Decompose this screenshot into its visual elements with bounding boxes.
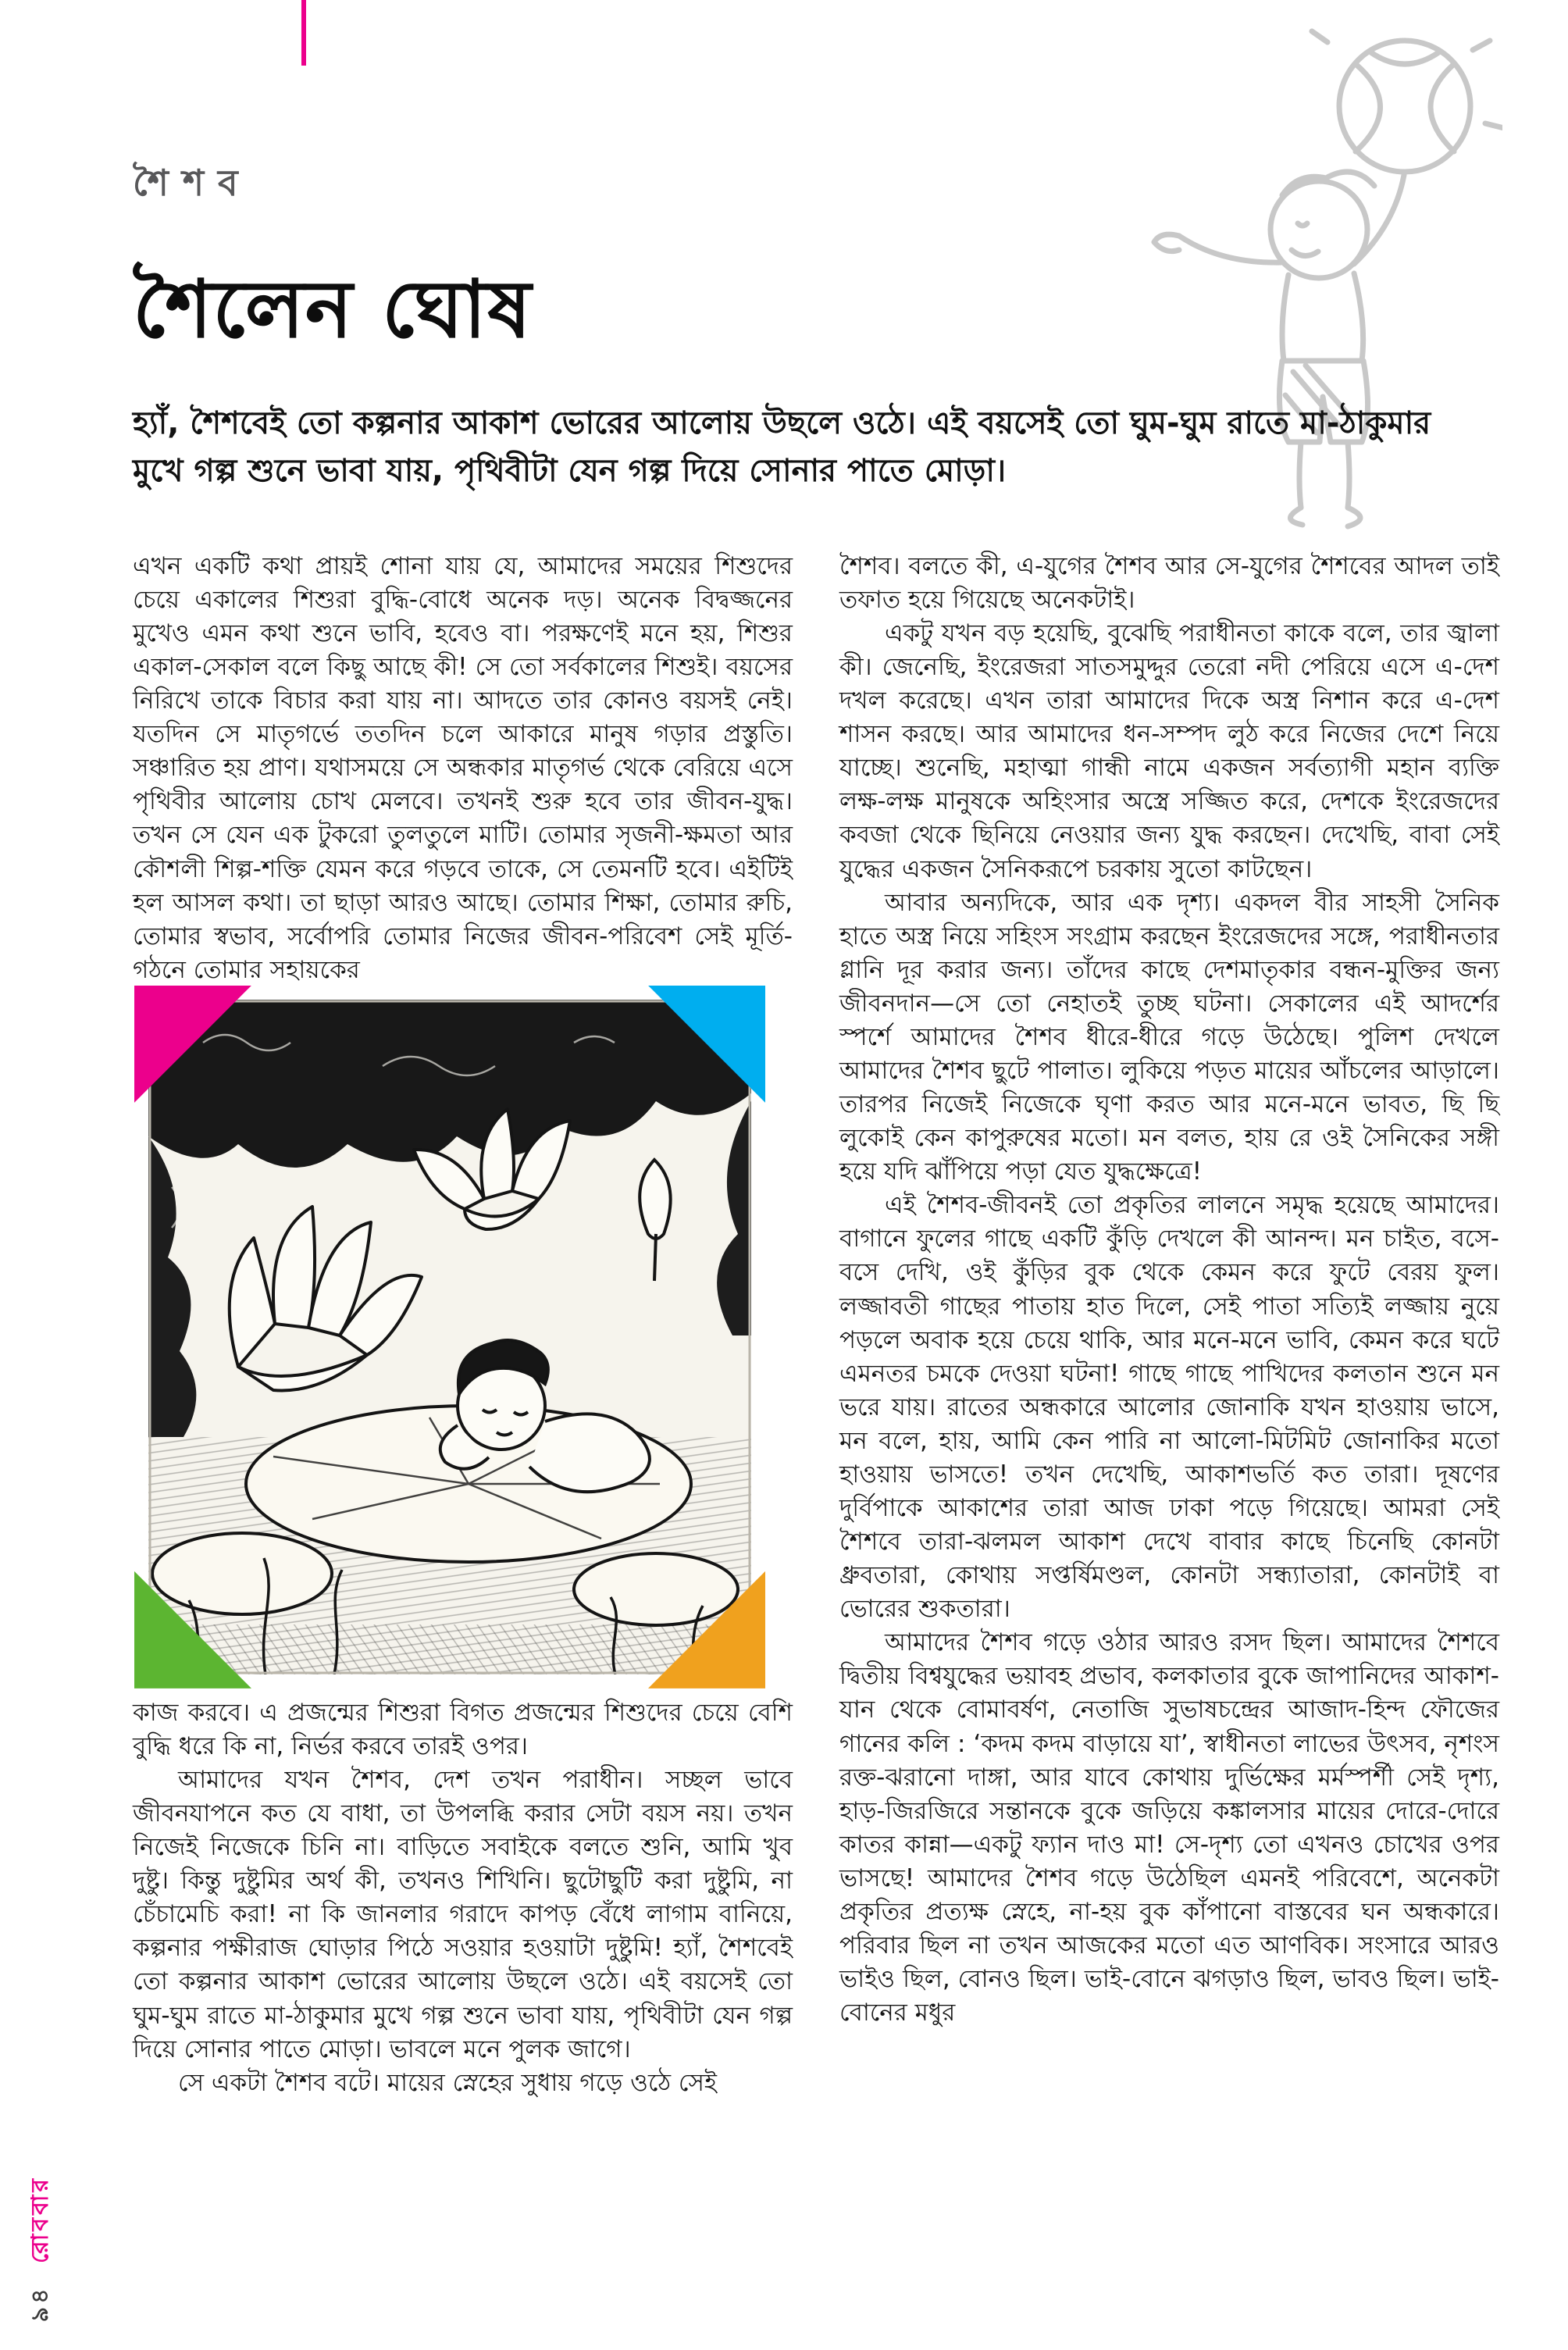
body-paragraph: শৈশব। বলতে কী, এ-যুগের শৈশব আর সে-যুগের শৈশবের আদল তাই তফাত হয়ে গিয়েছে অনেকটাই।: [839, 551, 1499, 614]
body-paragraph: আমাদের যখন শৈশব, দেশ তখন পরাধীন। সচ্ছল ভাবে জীবনযাপনে কত যে বাধা, তা উপলব্ধি করার সেটা বয়স নয়। তখন নিজেই নিজেকে চিনি না। বাড়িতে সবাইকে বলতে শুনি, আমি খুব দুষ্টু। কিন্তু দুষ্টুমির অর্থ কী, তখনও শিখিনি। ছুটোছুটি করা দুষ্টুমি, না চেঁচামেচি করা! না কি জানলার গরাদে কাপড় বেঁধে লাগাম বানিয়ে, কল্পনার পক্ষীরাজ ঘোড়ার পিঠে সওয়ার হওয়াটা দুষ্টুমি! হ্যাঁ, শৈশবেই তো কল্পনার আকাশ ভোরের আলোয় উছলে ওঠে। এই বয়সেই তো ঘুম-ঘুম রাতে মা-ঠাকুমার মুখে গল্প শুনে ভাবা যায়, পৃথিবীটা যেন গল্প দিয়ে সোনার পাতে মোড়া। ভাবলে মনে পুলক জাগে।: [133, 1766, 793, 2063]
page-number: ৯৪: [27, 2285, 54, 2322]
lotus-illustration: [148, 1000, 751, 1674]
left-column: [133, 550, 793, 2100]
section-label: শৈশব: [133, 162, 252, 204]
body-paragraph: আমাদের শৈশব গড়ে ওঠার আরও রসদ ছিল। আমাদের শৈশবে দ্বিতীয় বিশ্বযুদ্ধের ভয়াবহ প্রভাব, কলকাতার বুকে জাপানিদের আকাশ-যান থেকে বোমাবর্ষণ, নেতাজি সুভাষচন্দ্রের আজাদ-হিন্দ ফৌজের গানের কলি : ‘কদম কদম বাড়ায়ে যা’, স্বাধীনতা লাভের উৎসব, নৃশংস রক্ত-ঝরানো দাঙ্গা, আর যাবে কোথায় দুর্ভিক্ষের মর্মস্পর্শী সেই দৃশ্য, হাড়-জিরজিরে সন্তানকে বুকে জড়িয়ে কঙ্কালসার মায়ের দোরে-দোরে কাতর কান্না—একটু ফ্যান দাও মা! সে-দৃশ্য তো এখনও চোখের ওপর ভাসছে! আমাদের শৈশব গড়ে উঠেছিল এমনই পরিবেশে, অনেকটা প্রকৃতির প্রত্যক্ষ স্নেহে, না-হয় বুক কাঁপানো বাস্তবের ঘন অন্ধকারে। পরিবার ছিল না তখন আজকের মতো এত আণবিক। সংসারে আরও ভাইও ছিল, বোনও ছিল। ভাই-বোনে ঝগড়াও ছিল, ভাবও ছিল। ভাই-বোনের মধুর: [839, 1628, 1499, 2027]
body-paragraph: সে একটা শৈশব বটে। মায়ের স্নেহের সুধায় গড়ে ওঠে সেই: [178, 2068, 718, 2097]
article-body: [133, 550, 1499, 2100]
body-paragraph: এই শৈশব-জীবনই তো প্রকৃতির লালনে সমৃদ্ধ হয়েছে আমাদের। বাগানে ফুলের গাছে একটি কুঁড়ি দেখলে কী আনন্দ। মন চাইত, বসে-বসে দেখি, ওই কুঁড়ির বুক থেকে কেমন করে ফুটে বেরয় ফুল। লজ্জাবতী গাছের পাতায় হাত দিলে, সেই পাতা সত্যিই লজ্জায় নুয়ে পড়লে অবাক হয়ে চেয়ে থাকি, আর মনে-মনে ভাবি, কেমন করে ঘটে এমনতর চমকে দেওয়া ঘটনা! গাছে গাছে পাখিদের কলতান শুনে মন ভরে যায়। রাতের অন্ধকারে আলোর জোনাকি যখন হাওয়ায় ভাসে, মন বলে, হায়, আমি কেন পারি না আলো-মিটমিট জোনাকির মতো হাওয়ায় ভাসতে! তখন দেখেছি, আকাশভর্তি কত তারা। দূষণের দুর্বিপাকে আকাশের তারা আজ ঢাকা পড়ে গিয়েছে। আমরা সেই শৈশবে তারা-ঝলমল আকাশ দেখে বাবার কাছে চিনেছি কোনটা ধ্রুবতারা, কোথায় সপ্তর্ষিমণ্ডল, কোনটা সন্ধ্যাতারা, কোনটাই বা ভোরের শুকতারা।: [839, 1191, 1499, 1624]
body-paragraph: আবার অন্যদিকে, আর এক দৃশ্য। একদল বীর সাহসী সৈনিক হাতে অস্ত্র নিয়ে সহিংস সংগ্রাম করছেন ইংরেজদের সঙ্গে, পরাধীনতার গ্লানি দূর করার জন্য। তাঁদের কাছে দেশমাতৃকার বন্ধন-মুক্তির জন্য জীবনদান—সে তো নেহাতই তুচ্ছ ঘটনা। সেকালের এই আদর্শের স্পর্শে আমাদের শৈশব ধীরে-ধীরে গড়ে উঠেছে। পুলিশ দেখলে আমাদের শৈশব ছুটে পালাত। লুকিয়ে পড়ত মায়ের আঁচলের আড়ালে। তারপর নিজেই নিজেকে ঘৃণা করত আর মনে-মনে ভাবত, ছি ছি লুকোই কেন কাপুরুষের মতো। মন বলত, হায় রে ওই সৈনিকের সঙ্গী হয়ে যদি ঝাঁপিয়ে পড়া যেত যুদ্ধক্ষেত্রে!: [839, 888, 1499, 1186]
sleeping-child-on-lotus-icon: [148, 1000, 751, 1674]
magazine-name: রোববার: [27, 2175, 54, 2263]
body-paragraph: এখন একটি কথা প্রায়ই শোনা যায় যে, আমাদের সময়ের শিশুদের চেয়ে একালের শিশুরা বুদ্ধি-বোধে অনেক দড়। অনেক বিদ্বজ্জনের মুখেও এমন কথা শুনে ভাবি, হবেও বা। পরক্ষণেই মনে হয়, শিশুর একাল-সেকাল বলে কিছু আছে কী! সে তো সর্বকালের শিশুই। বয়সের নিরিখে তাকে বিচার করা যায় না। আদতে তার কোনও বয়সই নেই। যতদিন সে মাতৃগর্ভে ততদিন চলে আকারে মানুষ গড়ার প্রস্তুতি। সঞ্চারিত হয় প্রাণ। যথাসময়ে সে অন্ধকার মাতৃগর্ভ থেকে বেরিয়ে এসে পৃথিবীর আলোয় চোখ মেলবে। তখনই শুরু হবে তার জীবন-যুদ্ধ। তখন সে যেন এক টুকরো তুলতুলে মাটি। তোমার সৃজনী-ক্ষমতা আর কৌশলী শিল্প-শক্তি যেমন করে গড়বে তাকে, সে তেমনটি হবে। এইটিই হল আসল কথা। তা ছাড়া আরও আছে। তোমার শিক্ষা, তোমার রুচি, তোমার স্বভাব, সর্বোপরি তোমার নিজের জীবন-পরিবেশ সেই মূর্তি-গঠনে তোমার সহায়কের: [133, 551, 793, 984]
right-column: [839, 550, 1499, 2100]
lead-paragraph: হ্যাঁ, শৈশবেই তো কল্পনার আকাশ ভোরের আলোয় উছলে ওঠে। এই বয়সেই তো ঘুম-ঘুম রাতে মা-ঠাকুমার মুখে গল্প শুনে ভাবা যায়, পৃথিবীটা যেন গল্প দিয়ে সোনার পাতে মোড়া।: [133, 405, 1431, 490]
body-paragraph: কাজ করবে। এ প্রজন্মের শিশুরা বিগত প্রজন্মের শিশুদের চেয়ে বেশি বুদ্ধি ধরে কি না, নির্ভর করবে তারই ওপর।: [133, 1698, 793, 1760]
body-paragraph: একটু যখন বড় হয়েছি, বুঝেছি পরাধীনতা কাকে বলে, তার জ্বালা কী। জেনেছি, ইংরেজরা সাতসমুদ্দুর তেরো নদী পেরিয়ে এসে এ-দেশ দখল করেছে। এখন তারা আমাদের দিকে অস্ত্র নিশান করে এ-দেশ শাসন করছে। আর আমাদের ধন-সম্পদ লুঠ করে নিজের দেশে নিয়ে যাচ্ছে। শুনেছি, মহাত্মা গান্ধী নামে একজন সর্বত্যাগী মহান ব্যক্তি লক্ষ-লক্ষ মানুষকে অহিংসার অস্ত্রে সজ্জিত করে, দেশকে ইংরেজদের কবজা থেকে ছিনিয়ে নেওয়ার জন্য যুদ্ধ করছেন। দেখেছি, বাবা সেই যুদ্ধের একজন সৈনিকরূপে চরকায় সুতো কাটছেন।: [839, 619, 1499, 883]
spine-label: [20, 2176, 60, 2322]
page-title: শৈলেন ঘোষ: [133, 263, 533, 356]
article-header: [0, 0, 1568, 495]
